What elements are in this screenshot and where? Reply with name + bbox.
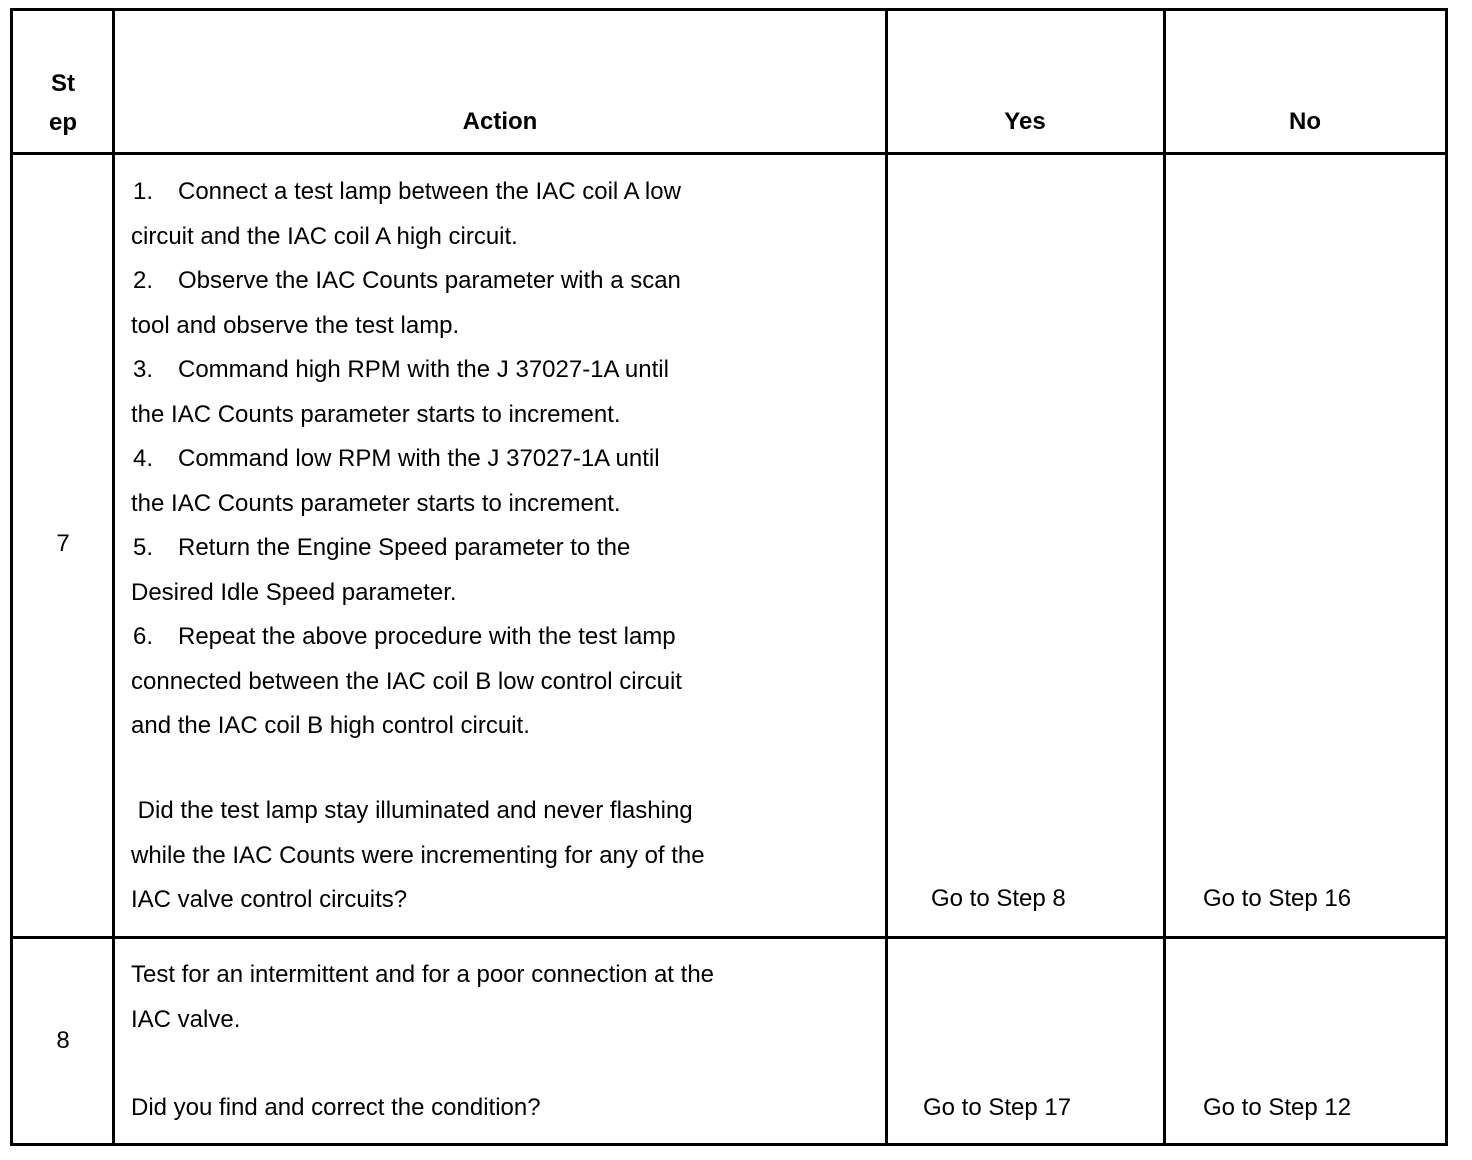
action-line: 4. Command low RPM with the J 37027-1A until [133, 445, 660, 472]
action-line: 6. Repeat the above procedure with the test lamp [133, 623, 676, 650]
action-line: 5. Return the Engine Speed parameter to the [133, 534, 631, 561]
column-divider-step [112, 8, 115, 1146]
yes-result-step-8: Go to Step 17 [923, 1094, 1072, 1121]
action-line: connected between the IAC coil B low control circuit [131, 667, 682, 695]
question-line: while the IAC Counts were incrementing for any of the [131, 841, 705, 869]
question-step-8 [131, 1086, 831, 1131]
step-number-8: 8 [56, 1027, 70, 1054]
question-line: IAC valve control circuits? [131, 886, 408, 913]
header-step-line-1: St [51, 70, 75, 97]
action-line: circuit and the IAC coil A high circuit. [131, 222, 518, 250]
header-action: Action [462, 108, 538, 135]
column-divider-action [885, 8, 888, 1146]
no-result-step-8: Go to Step 12 [1203, 1094, 1352, 1121]
action-line: the IAC Counts parameter starts to increment. [131, 489, 621, 517]
header-step [14, 64, 112, 142]
action-line: Desired Idle Speed parameter. [131, 578, 457, 606]
row-divider [10, 936, 1448, 939]
table-border-left [10, 8, 13, 1146]
action-step-8 [131, 953, 831, 1042]
question-step-7 [131, 789, 831, 923]
action-line: Test for an intermittent and for a poor connection at the [131, 961, 715, 988]
table-border-top [10, 8, 1448, 11]
action-line: and the IAC coil B high control circuit. [131, 712, 530, 739]
table-border-bottom [10, 1143, 1448, 1146]
header-yes: Yes [1004, 108, 1046, 135]
action-step-7 [131, 170, 831, 749]
action-line: IAC valve. [131, 1005, 241, 1033]
header-no: No [1289, 108, 1321, 135]
header-step-line-2: ep [48, 109, 77, 136]
question-line: Did the test lamp stay illuminated and never flashing [131, 797, 693, 824]
step-number-7: 7 [56, 530, 70, 557]
action-line: the IAC Counts parameter starts to increment. [131, 400, 621, 428]
action-line: 1. Connect a test lamp between the IAC coil A low [133, 178, 681, 205]
header-divider [10, 152, 1448, 155]
yes-result-step-7: Go to Step 8 [931, 885, 1066, 912]
column-divider-yes [1163, 8, 1166, 1146]
question-line: Did you find and correct the condition? [131, 1094, 541, 1121]
no-result-step-7: Go to Step 16 [1203, 885, 1352, 912]
action-line: 3. Command high RPM with the J 37027-1A until [133, 356, 669, 383]
action-line: tool and observe the test lamp. [131, 311, 460, 339]
table-border-right [1445, 8, 1448, 1146]
action-line: 2. Observe the IAC Counts parameter with a scan [133, 267, 681, 294]
